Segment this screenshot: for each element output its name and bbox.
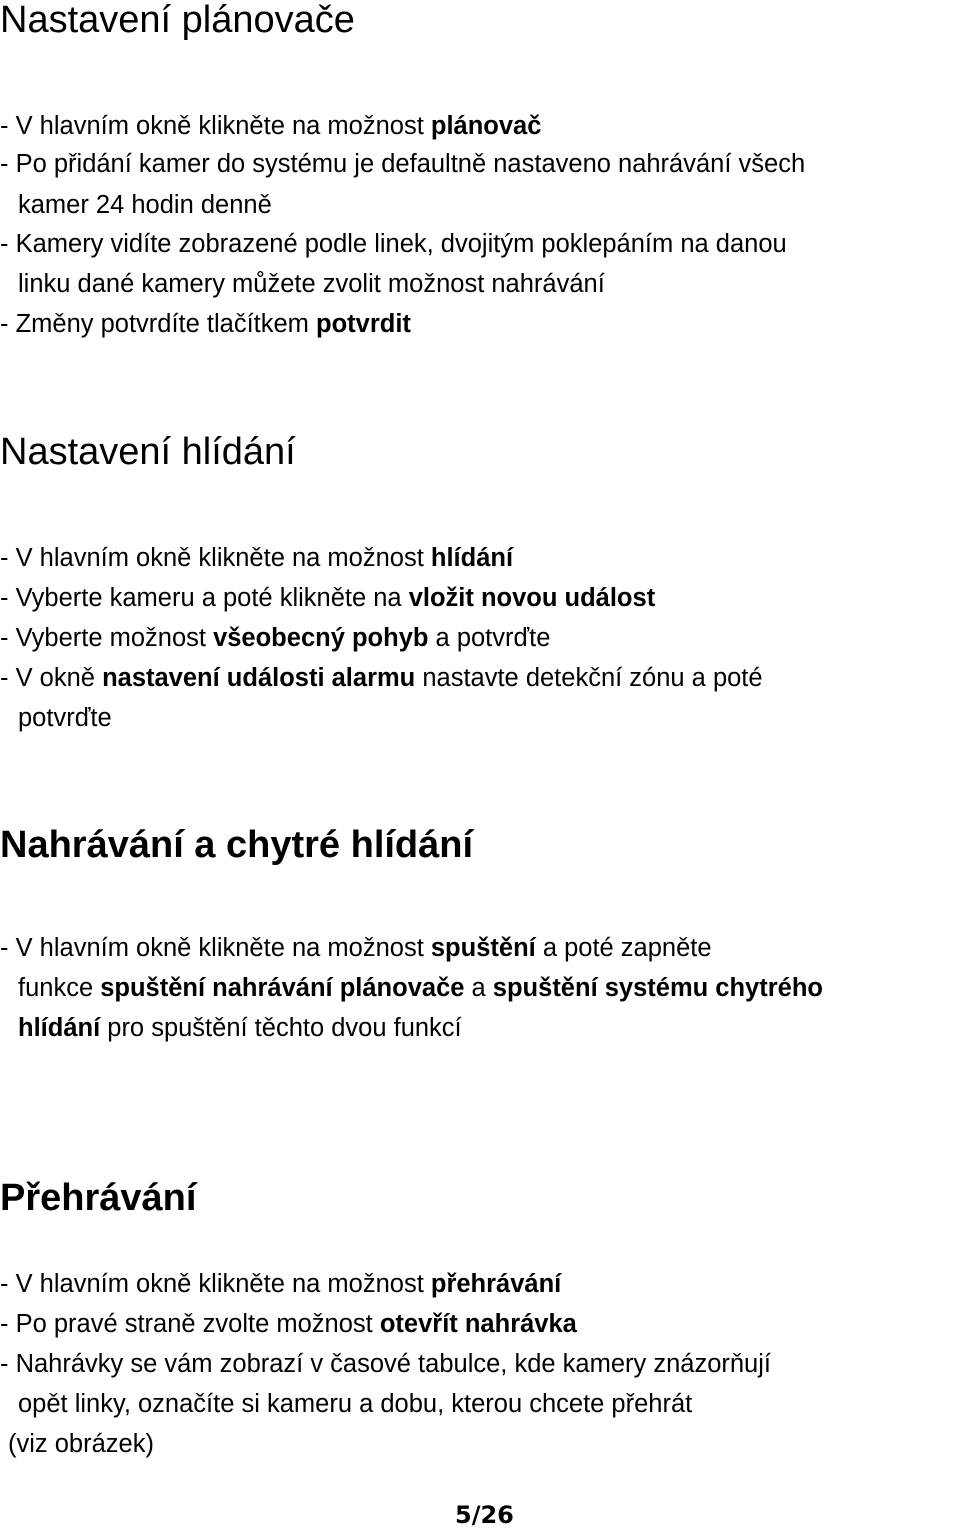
bold-term: hlídání xyxy=(18,1014,101,1042)
bold-term: spuštění systému chytrého xyxy=(492,974,823,1002)
bold-term: vložit novou událost xyxy=(408,584,656,612)
text-line: - Vyberte kameru a poté klikněte na vložit novou událost xyxy=(0,584,656,612)
text-line: - Vyberte možnost všeobecný pohyb a potvrďte xyxy=(0,624,551,652)
section-heading-recording-smart-monitoring: Nahrávání a chytré hlídání xyxy=(0,824,474,866)
text-line: linku dané kamery můžete zvolit možnost nahrávání xyxy=(18,270,605,298)
section-heading-monitoring: Nastavení hlídání xyxy=(0,431,296,473)
bold-term: všeobecný pohyb xyxy=(213,624,429,652)
bold-term: přehrávání xyxy=(430,1270,562,1298)
bold-term: otevřít nahrávka xyxy=(379,1310,577,1338)
section-heading-planner: Nastavení plánovače xyxy=(0,0,355,41)
page-number: 5/26 xyxy=(455,1501,514,1529)
bold-term: spuštění xyxy=(430,934,536,962)
bold-term: spuštění nahrávání plánovače xyxy=(100,974,465,1002)
text-line: - Kamery vidíte zobrazené podle linek, dvojitým poklepáním na danou xyxy=(0,230,787,258)
bold-term: hlídání xyxy=(430,544,514,572)
text-line: - Po přidání kamer do systému je defaultně nastaveno nahrávání všech xyxy=(0,150,806,178)
text-line: (viz obrázek) xyxy=(8,1430,154,1458)
text-line: kamer 24 hodin denně xyxy=(18,191,272,219)
bold-term: potvrdit xyxy=(316,310,411,338)
bold-term: plánovač xyxy=(430,112,542,140)
text-line: - V hlavním okně klikněte na možnost hlídání xyxy=(0,544,514,572)
text-line: - V hlavním okně klikněte na možnost spuštění a poté zapněte xyxy=(0,934,712,962)
bold-term: nastavení události alarmu xyxy=(102,664,416,692)
text-line: - Po pravé straně zvolte možnost otevřít nahrávka xyxy=(0,1310,577,1338)
text-line: hlídání pro spuštění těchto dvou funkcí xyxy=(18,1014,462,1042)
section-heading-playback: Přehrávání xyxy=(0,1177,197,1219)
text-line: - Změny potvrdíte tlačítkem potvrdit xyxy=(0,310,411,338)
text-line: - V okně nastavení události alarmu nastavte detekční zónu a poté xyxy=(0,664,763,692)
text-line: - Nahrávky se vám zobrazí v časové tabulce, kde kamery znázorňují xyxy=(0,1350,771,1378)
text-line: - V hlavním okně klikněte na možnost plánovač xyxy=(0,112,542,140)
text-line: opět linky, označíte si kameru a dobu, kterou chcete přehrát xyxy=(18,1390,693,1418)
text-line: - V hlavním okně klikněte na možnost přehrávání xyxy=(0,1270,562,1298)
text-line: funkce spuštění nahrávání plánovače a spuštění systému chytrého xyxy=(18,974,823,1002)
text-line: potvrďte xyxy=(18,704,112,732)
